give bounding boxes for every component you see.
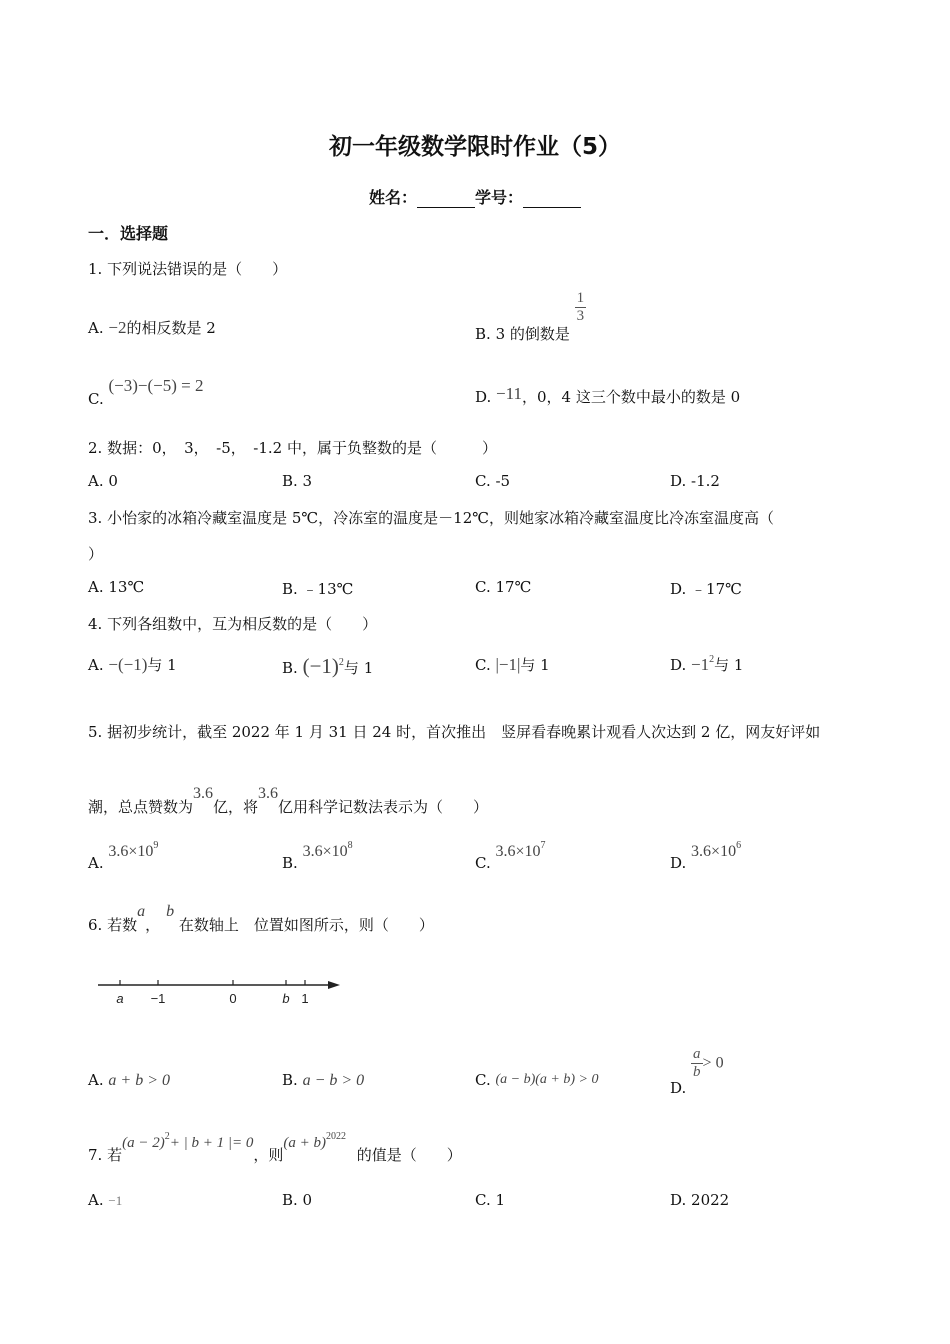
question-5-stem-line2: 潮，总点赞数为3.6亿，将3.6亿用科学记数法表示为（ ） [88, 785, 489, 816]
question-3-option-c: C. 17℃ [475, 578, 532, 596]
question-7-option-c: C. 1 [475, 1191, 506, 1209]
student-info [0, 185, 950, 208]
question-5-option-c: C. $3.6\times 10^7$ [475, 840, 546, 872]
question-4-option-c: C. |−1|与 1 [475, 655, 550, 674]
question-3-option-d: D. ﹣17℃ [670, 580, 742, 598]
name-label: 姓名： [368, 188, 417, 207]
label-one: 1 [301, 991, 309, 1006]
question-7-stem: 7. 若$(a - 2)^2+$ | b + 1 |= 0，则$(a + b)^{2022}$ 的值是（ ） [88, 1131, 462, 1164]
id-blank[interactable] [523, 191, 581, 208]
question-7-option-b: B. 0 [282, 1191, 313, 1209]
question-1-option-c: C. (−3)−(−5) = 2 [88, 376, 204, 408]
question-3-option-b: B. ﹣13℃ [282, 580, 354, 598]
question-6-option-d: D. $\frac{a}{b}$ > 0 [670, 1046, 724, 1097]
question-4-option-a: A. −(−1)与 1 [88, 655, 177, 674]
question-7-option-a: A. −1 [88, 1191, 123, 1209]
name-blank[interactable] [417, 191, 475, 208]
question-6-option-b: B. a − b > 0 [282, 1071, 365, 1089]
question-2-option-b: B. 3 [282, 472, 313, 490]
question-1-stem: 1. 下列说法错误的是（ ） [88, 260, 288, 278]
question-4-stem: 4. 下列各组数中，互为相反数的是（ ） [88, 615, 378, 633]
fraction-a-over-b: $\frac{a}{b}$ [693, 1046, 701, 1080]
question-4-option-d: D. $-1^2$与 1 [670, 654, 744, 674]
number-line-figure [92, 972, 352, 1012]
question-2-option-c: C. -5 [475, 472, 511, 490]
question-1-option-a: A. −2的相反数是 2 [88, 318, 216, 337]
question-6-option-a: A. a + b > 0 [88, 1071, 170, 1089]
label-a: a [116, 991, 124, 1006]
fraction-one-third: $\frac{1}{3}$ [576, 290, 585, 324]
question-2-stem: 2. 数据：0， 3， -5， -1.2 中，属于负整数的是（ ） [88, 439, 497, 457]
question-4-option-b: B. $(-1)^2$与 1 [282, 654, 374, 678]
question-6-option-c: C. (a − b)(a + b) > 0 [475, 1071, 599, 1089]
question-5-option-a: A. $3.6\times 10^9$ [88, 840, 159, 872]
section-heading: 一．选择题 [88, 224, 169, 243]
label-neg1: −1 [150, 991, 166, 1006]
question-7-option-d: D. 2022 [670, 1191, 730, 1209]
page-title: 初一年级数学限时作业（5） [328, 134, 621, 160]
question-5-stem-line1: 5. 据初步统计，截至 2022 年 1 月 31 日 24 时，首次推出 竖屏看春晚累计观看人次达到 2 亿，网友好评如 [88, 723, 821, 741]
question-6-stem: 6. 若数a，b 在数轴上 位置如图所示，则（ ） [88, 903, 434, 934]
question-5-option-d: D. $3.6\times 10^6$ [670, 840, 742, 872]
question-1-option-b: B. 3 的倒数是 $\frac{1}{3}$ [475, 290, 585, 343]
arrow-right-icon [328, 981, 340, 989]
id-label: 学号： [475, 188, 524, 207]
question-5-option-b: B. $3.6\times 10^8$ [282, 840, 353, 872]
question-2-option-d: D. -1.2 [670, 472, 720, 490]
label-zero: 0 [229, 991, 237, 1006]
question-1-option-d: D. −11，0，4 这三个数中最小的数是 0 [475, 384, 741, 406]
question-3-option-a: A. 13℃ [88, 578, 145, 596]
question-2-option-a: A. 0 [88, 472, 118, 490]
question-3-stem-line1: 3. 小怡家的冰箱冷藏室温度是 5℃，冷冻室的温度是－12℃，则她家冰箱冷藏室温度比冷冻室温度高（ [88, 509, 775, 527]
question-3-stem-line2: ） [88, 545, 104, 563]
label-b: b [282, 991, 290, 1006]
